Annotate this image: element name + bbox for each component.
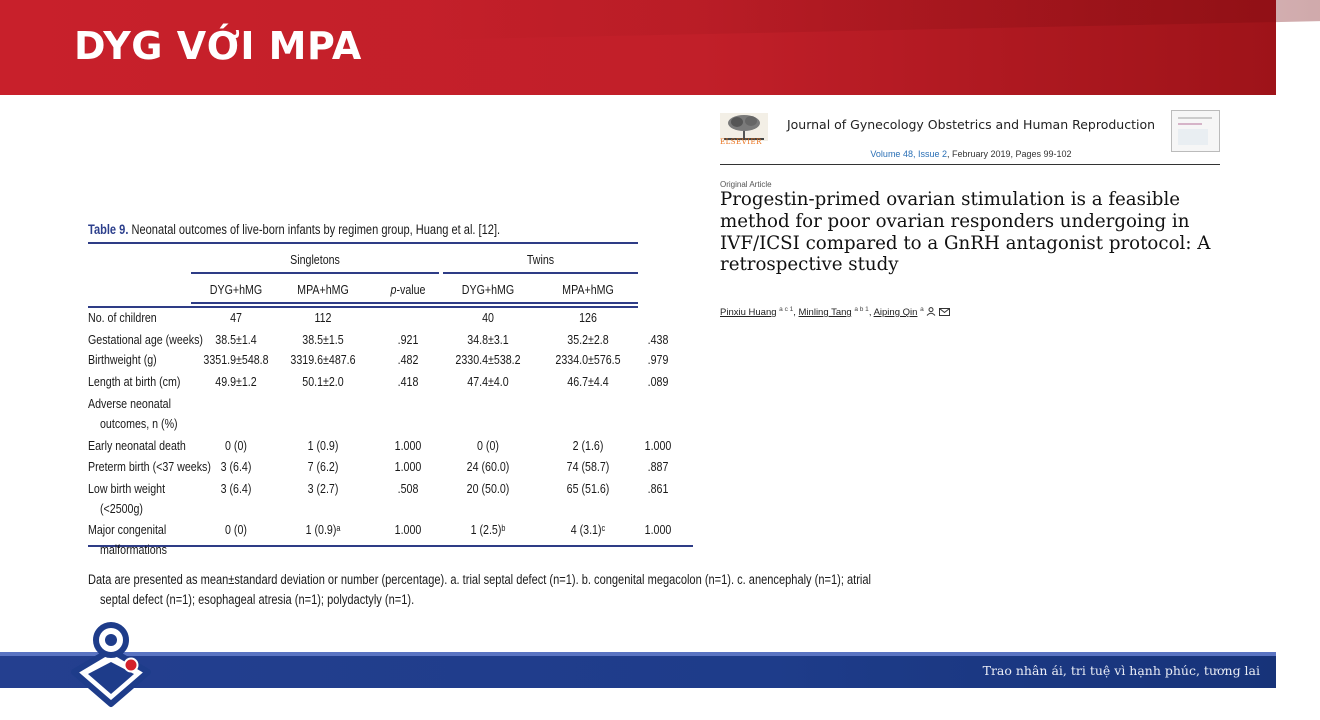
table-cell: 2330.4±538.2	[455, 352, 521, 367]
table-cell: 2 (1.6)	[572, 438, 604, 453]
row-label: Adverse neonatal	[88, 396, 171, 411]
column-header: MPA+hMG	[562, 282, 614, 297]
author-affiliation: a c 1	[779, 306, 794, 313]
table-cell: 3 (2.7)	[307, 481, 339, 496]
table-cell: 65 (51.6)	[566, 481, 610, 496]
table-footnote: Data are presented as mean±standard deviation or number (percentage). a. trial septal defect (n=1). b. congenital megacolon (n=1). c. anencephaly (n=1); atrial	[88, 572, 871, 587]
row-label: Gestational age (weeks)	[88, 332, 203, 347]
author-list: Pinxiu Huang $^{a c 1}$, Minling Tang $^{a b 1}$, Aiping Qin $^a$	[720, 306, 950, 318]
slide-title: DYG VỚI MPA	[74, 24, 362, 68]
table-cell: 3 (6.4)	[220, 481, 252, 496]
table-rule	[88, 306, 638, 308]
table-cell: 49.9±1.2	[215, 374, 257, 389]
column-header: DYG+hMG	[209, 282, 263, 297]
table-cell: 7 (6.2)	[307, 459, 339, 474]
table-cell: 3 (6.4)	[220, 459, 252, 474]
table-rule	[88, 545, 693, 547]
table-rule	[191, 302, 638, 304]
row-label: Length at birth (cm)	[88, 374, 181, 389]
column-header: MPA+hMG	[297, 282, 349, 297]
row-label: Major congenital	[88, 522, 167, 537]
header-shade	[420, 0, 1320, 40]
table-footnote: septal defect (n=1); esophageal atresia (n=1); polydactyly (n=1).	[100, 592, 415, 607]
row-label: Low birth weight	[88, 481, 166, 496]
article-title: Progestin-primed ovarian stimulation is a feasible method for poor ovarian responders undergoing in IVF/ICSI compared to a GnRH antagonist protocol: A retrospective study	[720, 189, 1211, 276]
table-cell: 1.000	[644, 438, 672, 453]
row-label: outcomes, n (%)	[100, 416, 178, 431]
journal-name[interactable]: Journal of Gynecology Obstetrics and Human Reproduction	[786, 117, 1156, 132]
table-cell: 1.000	[394, 522, 422, 537]
table-cell: 1 (2.5)ᵇ	[470, 522, 506, 537]
table-cell: 3319.6±487.6	[290, 352, 356, 367]
table-cell: 112	[314, 310, 332, 325]
table-cell: 1.000	[644, 522, 672, 537]
table-cell: .418	[397, 374, 419, 389]
table-cell: 38.5±1.5	[302, 332, 344, 347]
author-affiliation: a b 1	[854, 306, 869, 313]
table-cell: 35.2±2.8	[567, 332, 609, 347]
table-cell: 1 (0.9)ᵃ	[305, 522, 341, 537]
article-type: Original Article	[720, 180, 772, 189]
table-cell: 20 (50.0)	[466, 481, 510, 496]
table-cell: .508	[397, 481, 419, 496]
row-label: Birthweight (g)	[88, 352, 157, 367]
hospital-logo-icon	[70, 620, 152, 706]
table-cell: 46.7±4.4	[567, 374, 609, 389]
table-rule	[191, 272, 439, 274]
table-caption-text: Neonatal outcomes of live-born infants by regimen group, Huang et al. [12].	[131, 222, 501, 237]
row-label: malformations	[100, 542, 167, 557]
table-cell: 74 (58.7)	[566, 459, 610, 474]
row-label: Early neonatal death	[88, 438, 186, 453]
footer-band	[0, 652, 1276, 688]
group-header-twins: Twins	[526, 252, 555, 267]
table-cell: 3351.9±548.8	[203, 352, 269, 367]
author-affiliation: a	[920, 306, 924, 313]
table-cell: 47	[230, 310, 242, 325]
table-cell: .861	[647, 481, 669, 496]
author-link[interactable]: Minling Tang	[798, 307, 852, 319]
table-cell: 0 (0)	[225, 522, 247, 537]
author-link[interactable]: Aiping Qin	[873, 307, 918, 319]
slide-header	[0, 0, 1276, 95]
author-link[interactable]: Pinxiu Huang	[720, 307, 777, 319]
table-cell: .887	[647, 459, 669, 474]
journal-cover-thumbnail[interactable]	[1171, 110, 1220, 152]
group-header-singletons: Singletons	[290, 252, 340, 267]
table-caption	[88, 222, 500, 237]
table-cell: 126	[579, 310, 597, 325]
journal-article-header	[720, 109, 1220, 319]
table-rule	[443, 272, 638, 274]
table-cell: 1.000	[394, 438, 422, 453]
table-cell: 38.5±1.4	[215, 332, 257, 347]
journal-issue-info	[782, 149, 1160, 159]
table-cell: 50.1±2.0	[302, 374, 344, 389]
table-cell: 0 (0)	[477, 438, 499, 453]
table-cell: 24 (60.0)	[466, 459, 510, 474]
table-caption-label: Table 9.	[88, 222, 129, 237]
table-cell: 0 (0)	[225, 438, 247, 453]
footer-slogan: Trao nhân ái, tri tuệ vì hạnh phúc, tương lai	[982, 663, 1260, 678]
row-label: No. of children	[88, 310, 157, 325]
envelope-icon[interactable]	[939, 308, 950, 316]
table-cell: .438	[647, 332, 669, 347]
row-label: Preterm birth (<37 weeks)	[88, 459, 211, 474]
column-header: DYG+hMG	[461, 282, 515, 297]
table-cell: .089	[647, 374, 669, 389]
table-cell: 1.000	[394, 459, 422, 474]
table-cell: 34.8±3.1	[467, 332, 509, 347]
row-label: (<2500g)	[100, 501, 143, 516]
elsevier-wordmark: ELSEVIER	[720, 138, 762, 146]
table-cell: .979	[647, 352, 669, 367]
volume-issue-link[interactable]: Volume 48, Issue 2	[870, 149, 947, 159]
table-cell: .482	[397, 352, 419, 367]
table-cell: .921	[397, 332, 419, 347]
person-icon[interactable]	[926, 307, 936, 316]
table-cell: 47.4±4.0	[467, 374, 509, 389]
column-header: p-value	[390, 282, 426, 297]
table-cell: 4 (3.1)ᶜ	[570, 522, 606, 537]
journal-date-pages: , February 2019, Pages 99-102	[946, 149, 1072, 159]
table-cell: 1 (0.9)	[307, 438, 339, 453]
table-cell: 40	[482, 310, 494, 325]
journal-divider	[720, 164, 1220, 165]
table-rule	[88, 242, 638, 244]
table-cell: 2334.0±576.5	[555, 352, 621, 367]
